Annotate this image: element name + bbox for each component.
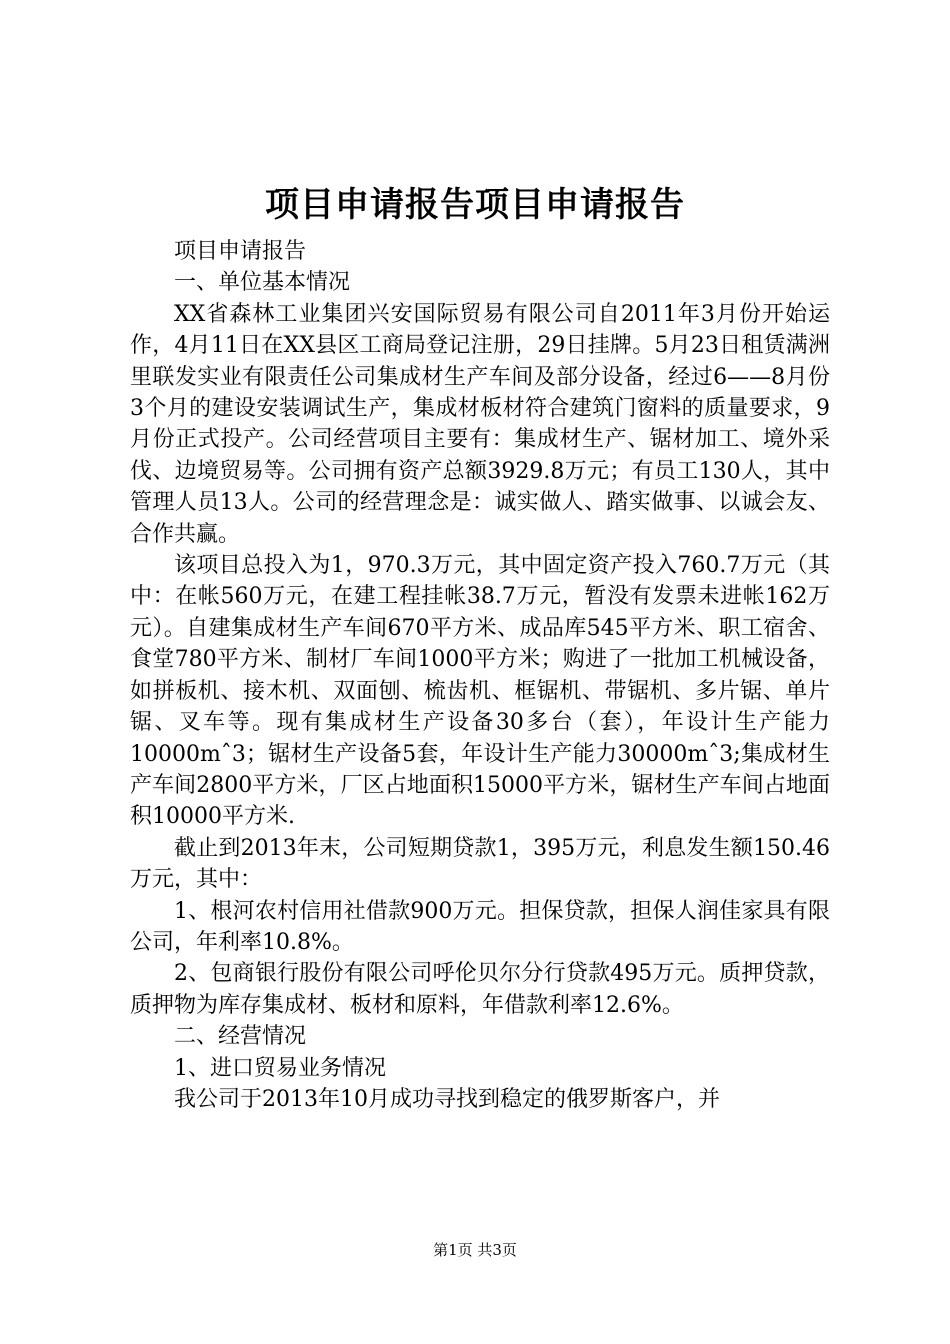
paragraph-loan-2: 2、包商银行股份有限公司呼伦贝尔分行贷款495万元。质押贷款，质押物为库存集成材、板材和原料，年借款利率12.6%。	[130, 961, 830, 1018]
document-title: 项目申请报告项目申请报告	[265, 185, 685, 225]
paragraph-report-label: 项目申请报告	[174, 239, 307, 264]
paragraph-company-overview: XX省森林工业集团兴安国际贸易有限公司自2011年3月份开始运作，4月11日在XX县区工商局登记注册，29日挂牌。5月23日租赁满洲里联发实业有限责任公司集成材生产车间及部分设备，经过6——8月份3个月的建设安装调试生产，集成材板材符合建筑门窗料的质量要求，9月份正式投产。公司经营项目主要有：集成材生产、锯材加工、境外采伐、边境贸易等。公司拥有资产总额3929.8万元；有员工130人，其中管理人员13人。公司的经营理念是：诚实做人、踏实做事、以诚会友、合作共赢。	[130, 301, 830, 547]
paragraph-loans: 截止到2013年末，公司短期贷款1，395万元，利息发生额150.46万元，其中：	[130, 835, 830, 893]
heading-operations: 二、经营情况	[174, 1024, 307, 1050]
heading-unit-basic-info: 一、单位基本情况	[174, 270, 351, 296]
paragraph-investment: 该项目总投入为1，970.3万元，其中固定资产投入760.7万元（其中：在帐560万元，在建工程挂帐38.7万元，暂没有发票未进帐162万元）。自建集成材生产车间670平方米、成品库545平方米、职工宿舍、食堂780平方米、制材厂车间1000平方米；购进了一批加工机械设备，如拼板机、接木机、双面刨、梳齿机、框锯机、带锯机、多片锯、单片锯、叉车等。现有集成材生产设备30多台（套），年设计生产能力10000mˆ3；锯材生产设备5套，年设计生产能力30000mˆ3;集成材生产车间2800平方米，厂区占地面积15000平方米，锯材生产车间占地面积10000平方米.	[130, 553, 830, 830]
paragraph-import-trade: 我公司于2013年10月成功寻找到稳定的俄罗斯客户，并	[174, 1086, 720, 1112]
page-footer: 第1页 共3页	[433, 1241, 517, 1259]
document-body	[130, 236, 830, 1115]
heading-import-trade: 1、进口贸易业务情况	[174, 1055, 386, 1081]
paragraph-loan-1: 1、根河农村信用社借款900万元。担保贷款，担保人润佳家具有限公司，年利率10.8%。	[130, 898, 830, 955]
